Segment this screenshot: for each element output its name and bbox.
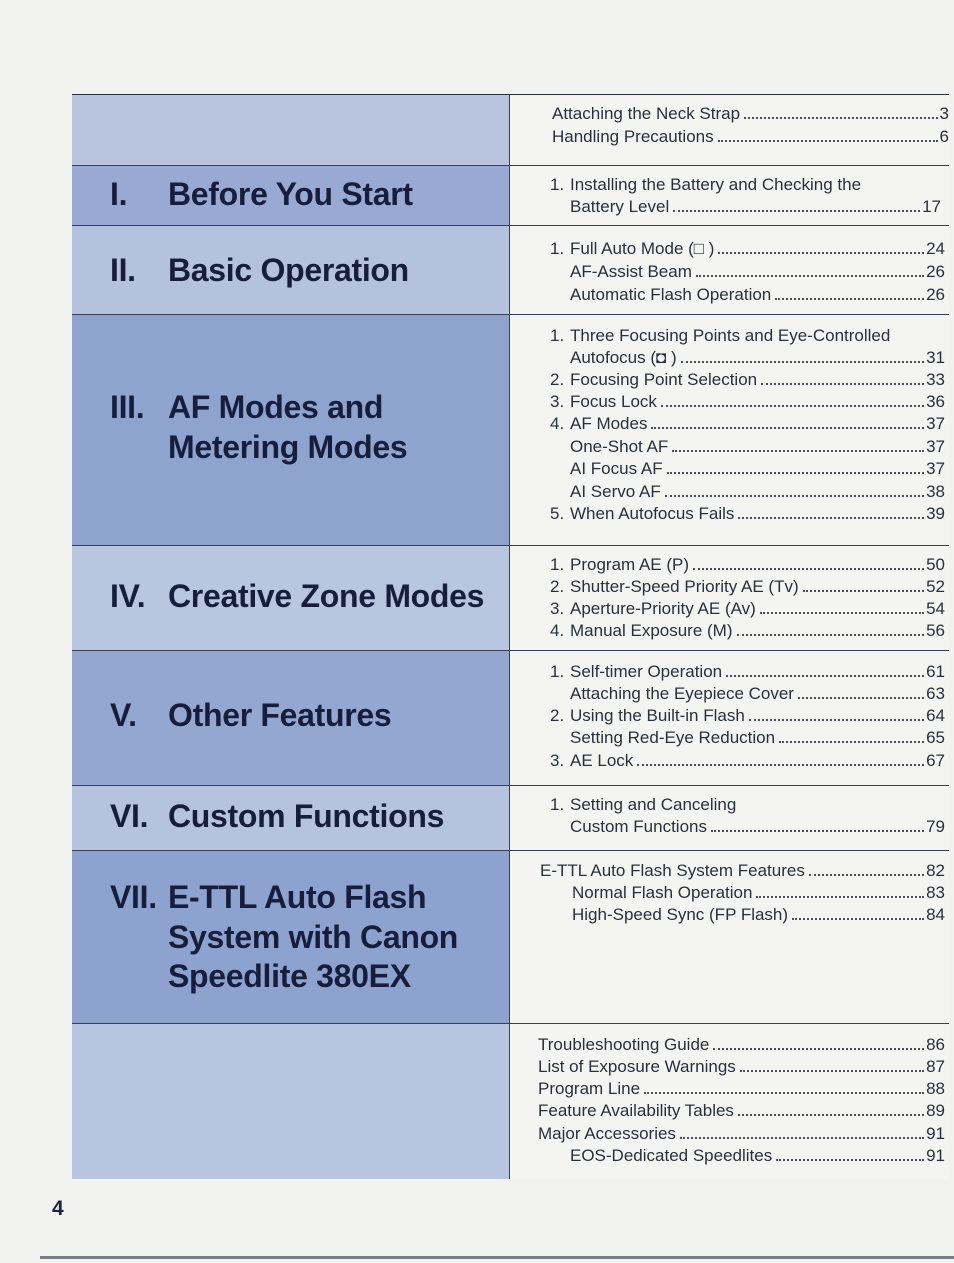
entry-label: E-TTL Auto Flash System Features <box>540 861 805 880</box>
entry-page: 3 <box>939 104 949 123</box>
section-title[interactable]: V. Other Features <box>110 697 392 733</box>
entry-page: 24 <box>926 239 945 258</box>
toc-entry[interactable] <box>570 1145 945 1167</box>
toc-entry[interactable] <box>550 413 945 435</box>
leader-dots <box>775 298 924 300</box>
section-creative-zone-modes <box>72 545 949 651</box>
toc-entry[interactable] <box>550 174 949 196</box>
entry-label: AE Lock <box>570 751 634 770</box>
leader-dots <box>738 517 924 519</box>
entry-page: 82 <box>926 861 945 880</box>
toc-entry[interactable] <box>550 503 945 525</box>
leader-dots <box>672 450 924 452</box>
section-title[interactable]: VII. E-TTL Auto Flash <box>110 879 427 915</box>
leader-dots <box>661 405 924 407</box>
entry-number: 1. <box>550 662 565 681</box>
entry-number: 1. <box>550 555 565 574</box>
entry-label: Battery Level <box>570 197 670 216</box>
section-number: VII. <box>110 879 157 915</box>
toc-entry[interactable] <box>570 481 945 503</box>
entry-page: 37 <box>926 414 945 433</box>
entry-page: 50 <box>926 555 945 574</box>
section-band <box>72 1024 510 1179</box>
toc-entry[interactable] <box>540 860 945 882</box>
toc-entry[interactable] <box>538 1100 945 1122</box>
leader-dots <box>711 830 924 832</box>
leader-dots <box>681 361 924 363</box>
entry-page: 91 <box>926 1146 945 1165</box>
entry-label: Full Auto Mode (□ ) <box>570 239 715 258</box>
entry-number: 1. <box>550 239 565 258</box>
section-entries <box>510 315 949 546</box>
entry-page: 26 <box>926 285 945 304</box>
entry-number: 3. <box>550 392 565 411</box>
toc-entry[interactable] <box>550 325 949 347</box>
leader-dots <box>673 210 920 212</box>
section-entries <box>510 851 949 1024</box>
bottom-rule <box>40 1256 954 1259</box>
entry-page: 17 <box>922 197 941 216</box>
entry-page: 79 <box>926 817 945 836</box>
toc-entry[interactable] <box>552 103 949 125</box>
entry-label: Autofocus (◘ ) <box>570 348 677 367</box>
section-af-modes <box>72 314 949 546</box>
toc-entry[interactable] <box>550 620 945 642</box>
section-back-matter <box>72 1023 949 1179</box>
entry-label: Normal Flash Operation <box>572 883 753 902</box>
toc-entry[interactable] <box>552 126 949 148</box>
entry-label: Focusing Point Selection <box>570 370 758 389</box>
section-number: IV. <box>110 578 146 614</box>
entry-label: Automatic Flash Operation <box>570 285 772 304</box>
table-of-contents <box>72 94 949 1179</box>
toc-entry[interactable] <box>550 598 945 620</box>
leader-dots <box>792 918 924 920</box>
toc-entry[interactable] <box>538 1123 945 1145</box>
section-e-ttl-auto-flash <box>72 850 949 1024</box>
entry-page: 91 <box>926 1124 945 1143</box>
section-entries <box>510 166 949 226</box>
entry-label: Installing the Battery and Checking the <box>570 175 862 194</box>
leader-dots <box>651 427 924 429</box>
entry-label: Focus Lock <box>570 392 657 411</box>
leader-dots <box>744 117 937 119</box>
section-entries <box>510 786 949 851</box>
leader-dots <box>779 741 924 743</box>
section-entries <box>510 226 949 315</box>
entry-number: 2. <box>550 370 565 389</box>
section-band <box>72 95 510 165</box>
section-entries <box>510 651 949 786</box>
leader-dots <box>680 1137 924 1139</box>
entry-label: Handling Precautions <box>552 127 714 146</box>
toc-entry[interactable] <box>550 661 945 683</box>
entry-page: 36 <box>926 392 945 411</box>
entry-label: Major Accessories <box>538 1124 676 1143</box>
section-entries <box>510 546 949 651</box>
entry-label: AF-Assist Beam <box>570 262 692 281</box>
entry-page: 67 <box>926 751 945 770</box>
section-entries <box>510 1024 949 1179</box>
leader-dots <box>760 612 924 614</box>
entry-label: When Autofocus Fails <box>570 504 735 523</box>
leader-dots <box>693 568 924 570</box>
leader-dots <box>644 1092 924 1094</box>
toc-entry[interactable] <box>570 284 945 306</box>
section-basic-operation <box>72 225 949 315</box>
entry-label: Setting Red-Eye Reduction <box>570 728 776 747</box>
section-number: VI. <box>110 798 149 834</box>
entry-label: List of Exposure Warnings <box>538 1057 736 1076</box>
leader-dots <box>738 1114 924 1116</box>
toc-entry[interactable] <box>538 1078 945 1100</box>
entry-page: 52 <box>926 577 945 596</box>
entry-label: Shutter-Speed Priority AE (Tv) <box>570 577 799 596</box>
entry-number: 2. <box>550 706 565 725</box>
toc-entry[interactable] <box>570 196 941 218</box>
leader-dots <box>718 140 938 142</box>
toc-entry[interactable] <box>550 554 945 576</box>
entry-page: 65 <box>926 728 945 747</box>
section-entries <box>510 95 949 165</box>
section-title[interactable]: I. Before You Start <box>110 176 413 212</box>
entry-page: 39 <box>926 504 945 523</box>
toc-entry[interactable] <box>550 576 945 598</box>
entry-number: 5. <box>550 504 565 523</box>
entry-label: Aperture-Priority AE (Av) <box>570 599 756 618</box>
entry-page: 37 <box>926 459 945 478</box>
toc-entry[interactable] <box>550 391 945 413</box>
section-title-line-2: Metering Modes <box>168 429 408 465</box>
entry-label: Troubleshooting Guide <box>538 1035 710 1054</box>
section-before-you-start <box>72 165 949 226</box>
section-title-line-3: Speedlite 380EX <box>168 958 411 994</box>
entry-page: 87 <box>926 1057 945 1076</box>
entry-page: 86 <box>926 1035 945 1054</box>
leader-dots <box>718 252 924 254</box>
entry-page: 33 <box>926 370 945 389</box>
section-custom-functions <box>72 785 949 851</box>
entry-page: 64 <box>926 706 945 725</box>
entry-label: Program AE (P) <box>570 555 690 574</box>
entry-page: 56 <box>926 621 945 640</box>
toc-entry[interactable] <box>538 1056 945 1078</box>
entry-number: 1. <box>550 175 565 194</box>
section-number: II. <box>110 252 136 288</box>
entry-label: AI Focus AF <box>570 459 663 478</box>
entry-label: Setting and Canceling <box>570 795 737 814</box>
leader-dots <box>809 874 924 876</box>
toc-entry[interactable] <box>550 369 945 391</box>
section-title[interactable]: III. AF Modes and <box>110 389 384 425</box>
section-front-matter <box>72 95 949 165</box>
entry-page: 89 <box>926 1101 945 1120</box>
toc-entry[interactable] <box>570 261 945 283</box>
entry-label: Attaching the Eyepiece Cover <box>570 684 794 703</box>
toc-entry[interactable] <box>570 683 945 705</box>
toc-entry[interactable] <box>570 727 945 749</box>
toc-entry[interactable] <box>550 238 945 260</box>
leader-dots <box>803 590 924 592</box>
entry-number: 4. <box>550 414 565 433</box>
entry-number: 3. <box>550 751 565 770</box>
toc-entry[interactable] <box>550 750 945 772</box>
leader-dots <box>665 495 924 497</box>
leader-dots <box>749 719 924 721</box>
entry-label: Feature Availability Tables <box>538 1101 734 1120</box>
toc-entry[interactable] <box>572 904 945 926</box>
leader-dots <box>776 1159 924 1161</box>
entry-label: Using the Built-in Flash <box>570 706 745 725</box>
entry-page: 63 <box>926 684 945 703</box>
entry-label: Program Line <box>538 1079 641 1098</box>
entry-page: 54 <box>926 599 945 618</box>
section-title[interactable]: II. Basic Operation <box>110 252 409 288</box>
entry-label: EOS-Dedicated Speedlites <box>570 1146 773 1165</box>
entry-number: 2. <box>550 577 565 596</box>
toc-entry[interactable] <box>538 1034 945 1056</box>
toc-entry[interactable] <box>550 705 945 727</box>
section-number: I. <box>110 176 128 212</box>
entry-page: 26 <box>926 262 945 281</box>
entry-label: Three Focusing Points and Eye-Controlled <box>570 326 891 345</box>
page-number: 4 <box>52 1197 64 1220</box>
toc-entry[interactable] <box>570 816 945 838</box>
section-other-features <box>72 650 949 786</box>
entry-page: 84 <box>926 905 945 924</box>
entry-number: 1. <box>550 326 565 345</box>
leader-dots <box>740 1070 924 1072</box>
entry-number: 4. <box>550 621 565 640</box>
section-title[interactable]: IV. Creative Zone Modes <box>110 578 485 614</box>
entry-number: 3. <box>550 599 565 618</box>
entry-label: One-Shot AF <box>570 437 669 456</box>
entry-page: 6 <box>939 127 949 146</box>
toc-entry[interactable] <box>570 436 945 458</box>
entry-page: 37 <box>926 437 945 456</box>
entry-label: Self-timer Operation <box>570 662 723 681</box>
entry-label: Custom Functions <box>570 817 707 836</box>
leader-dots <box>713 1048 924 1050</box>
section-title[interactable]: VI. Custom Functions <box>110 798 445 834</box>
entry-number: 1. <box>550 795 565 814</box>
entry-label: AF Modes <box>570 414 648 433</box>
section-number: III. <box>110 389 145 425</box>
leader-dots <box>637 764 924 766</box>
entry-label: High-Speed Sync (FP Flash) <box>572 905 789 924</box>
leader-dots <box>798 697 924 699</box>
toc-entry[interactable] <box>572 882 945 904</box>
entry-page: 31 <box>926 348 945 367</box>
leader-dots <box>696 275 924 277</box>
entry-label: AI Servo AF <box>570 482 661 501</box>
entry-page: 38 <box>926 482 945 501</box>
leader-dots <box>726 675 924 677</box>
leader-dots <box>737 634 925 636</box>
section-number: V. <box>110 697 137 733</box>
entry-page: 61 <box>926 662 945 681</box>
leader-dots <box>761 383 924 385</box>
toc-entry[interactable] <box>550 794 949 816</box>
entry-label: Manual Exposure (M) <box>570 621 733 640</box>
leader-dots <box>667 472 924 474</box>
entry-page: 88 <box>926 1079 945 1098</box>
entry-label: Attaching the Neck Strap <box>552 104 741 123</box>
entry-page: 83 <box>926 883 945 902</box>
section-title-line-2: System with Canon <box>168 919 459 955</box>
toc-entry[interactable] <box>570 458 945 480</box>
toc-entry[interactable] <box>570 347 945 369</box>
leader-dots <box>756 896 924 898</box>
